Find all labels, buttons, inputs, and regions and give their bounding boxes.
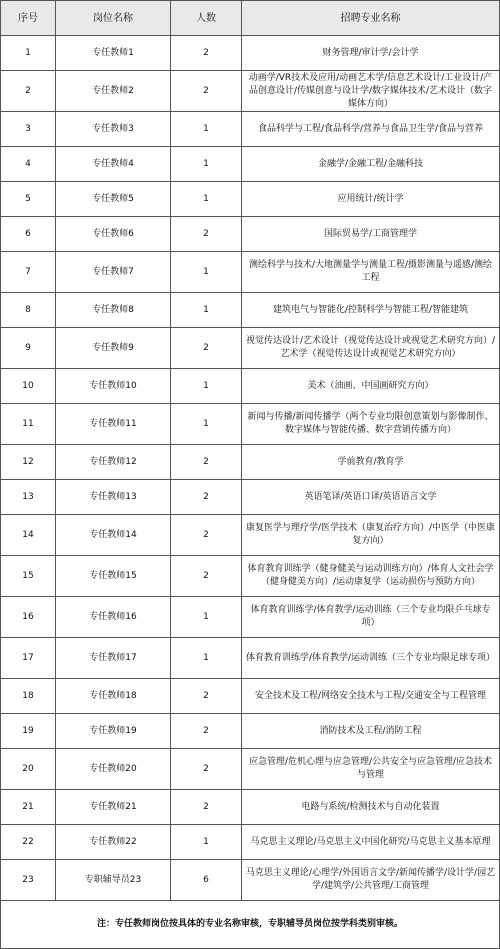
table-row [1, 638, 500, 679]
cell-position: 专任教师3 [56, 112, 171, 147]
cell-seq: 4 [1, 147, 56, 182]
cell-position: 专职辅导员23 [56, 860, 171, 901]
cell-position: 专任教师20 [56, 749, 171, 790]
cell-position: 专任教师21 [56, 790, 171, 825]
cell-position: 专任教师4 [56, 147, 171, 182]
table-row [1, 252, 500, 293]
cell-count: 1 [171, 825, 242, 860]
cell-seq: 16 [1, 597, 56, 638]
cell-count: 2 [171, 749, 242, 790]
cell-major: 马克思主义理论/心理学/外国语言文学/新闻传播学/设计学/园艺学/建筑学/公共管理/工商管理 [242, 860, 500, 901]
cell-count: 2 [171, 445, 242, 480]
table-row [1, 515, 500, 556]
table-row [1, 369, 500, 404]
cell-position: 专任教师6 [56, 217, 171, 252]
table-row [1, 328, 500, 369]
cell-count: 2 [171, 71, 242, 112]
cell-seq: 13 [1, 480, 56, 515]
cell-position: 专任教师2 [56, 71, 171, 112]
cell-count: 1 [171, 182, 242, 217]
cell-major: 新闻与传播/新闻传播学（两个专业均限创意策划与影像制作、数字媒体与智能传播、数字营销传播方向） [242, 404, 500, 445]
cell-count: 1 [171, 369, 242, 404]
cell-seq: 2 [1, 71, 56, 112]
header-seq: 序号 [1, 1, 56, 36]
cell-seq: 14 [1, 515, 56, 556]
cell-position: 专任教师5 [56, 182, 171, 217]
table-row [1, 790, 500, 825]
cell-seq: 11 [1, 404, 56, 445]
cell-seq: 12 [1, 445, 56, 480]
cell-major: 建筑电气与智能化/控制科学与智能工程/智能建筑 [242, 293, 500, 328]
cell-count: 2 [171, 328, 242, 369]
cell-seq: 19 [1, 714, 56, 749]
table-row [1, 714, 500, 749]
cell-position: 专任教师11 [56, 404, 171, 445]
cell-count: 2 [171, 480, 242, 515]
cell-major: 消防技术及工程/消防工程 [242, 714, 500, 749]
cell-position: 专任教师22 [56, 825, 171, 860]
cell-position: 专任教师7 [56, 252, 171, 293]
cell-major: 美术（油画、中国画研究方向） [242, 369, 500, 404]
cell-position: 专任教师8 [56, 293, 171, 328]
header-count: 人数 [171, 1, 242, 36]
cell-position: 专任教师19 [56, 714, 171, 749]
table-row [1, 36, 500, 71]
cell-count: 1 [171, 404, 242, 445]
cell-count: 2 [171, 217, 242, 252]
header-row [1, 1, 500, 36]
table-row [1, 825, 500, 860]
cell-count: 2 [171, 714, 242, 749]
cell-seq: 8 [1, 293, 56, 328]
cell-seq: 9 [1, 328, 56, 369]
cell-seq: 10 [1, 369, 56, 404]
cell-count: 1 [171, 597, 242, 638]
cell-major: 体育教育训练学/体育教学/运动训练（三个专业均限足球专项） [242, 638, 500, 679]
cell-major: 动画学/VR技术及应用/动画艺术学/信息艺术设计/工业设计/产品创意设计/传媒创意与设计学/数字媒体技术/艺术设计（数字媒体方向） [242, 71, 500, 112]
cell-position: 专任教师14 [56, 515, 171, 556]
cell-count: 1 [171, 252, 242, 293]
cell-major: 英语笔译/英语口译/英语语言文学 [242, 480, 500, 515]
table-row [1, 182, 500, 217]
cell-major: 金融学/金融工程/金融科技 [242, 147, 500, 182]
cell-position: 专任教师9 [56, 328, 171, 369]
cell-major: 应急管理/危机心理与应急管理/公共安全与应急管理/应急技术与管理 [242, 749, 500, 790]
cell-major: 体育教育训练学/体育教学/运动训练（三个专业均限乒乓球专项） [242, 597, 500, 638]
cell-major: 体育教育训练学（健身健美与运动训练方向）/体育人文社会学（健身健美方向）/运动康复学（运动损伤与预防方向） [242, 556, 500, 597]
cell-position: 专任教师15 [56, 556, 171, 597]
cell-seq: 3 [1, 112, 56, 147]
table-row [1, 445, 500, 480]
cell-count: 2 [171, 679, 242, 714]
cell-position: 专任教师16 [56, 597, 171, 638]
cell-major: 食品科学与工程/食品科学/营养与食品卫生学/食品与营养 [242, 112, 500, 147]
header-major: 招聘专业名称 [242, 1, 500, 36]
table-row [1, 679, 500, 714]
cell-count: 1 [171, 147, 242, 182]
cell-count: 1 [171, 638, 242, 679]
cell-count: 2 [171, 36, 242, 71]
note-row [1, 901, 500, 949]
table-row [1, 597, 500, 638]
cell-seq: 6 [1, 217, 56, 252]
header-position: 岗位名称 [56, 1, 171, 36]
table-row [1, 71, 500, 112]
cell-major: 马克思主义理论/马克思主义中国化研究/马克思主义基本原理 [242, 825, 500, 860]
cell-position: 专任教师17 [56, 638, 171, 679]
table-row [1, 293, 500, 328]
cell-major: 学前教育/教育学 [242, 445, 500, 480]
cell-major: 财务管理/审计学/会计学 [242, 36, 500, 71]
cell-major: 康复医学与理疗学/医学技术（康复治疗方向）/中医学（中医康复方向） [242, 515, 500, 556]
cell-seq: 20 [1, 749, 56, 790]
cell-count: 2 [171, 515, 242, 556]
table-row [1, 556, 500, 597]
table-row [1, 404, 500, 445]
table-row [1, 860, 500, 901]
cell-seq: 18 [1, 679, 56, 714]
cell-count: 6 [171, 860, 242, 901]
table-row [1, 147, 500, 182]
cell-position: 专任教师12 [56, 445, 171, 480]
cell-seq: 23 [1, 860, 56, 901]
cell-count: 1 [171, 112, 242, 147]
table-row [1, 749, 500, 790]
cell-seq: 21 [1, 790, 56, 825]
table-row [1, 480, 500, 515]
cell-position: 专任教师1 [56, 36, 171, 71]
cell-major: 视觉传达设计/艺术设计（视觉传达设计或视觉艺术研究方向）/艺术学（视觉传达设计或视觉艺术研究方向） [242, 328, 500, 369]
cell-count: 2 [171, 790, 242, 825]
cell-position: 专任教师13 [56, 480, 171, 515]
cell-seq: 5 [1, 182, 56, 217]
cell-seq: 17 [1, 638, 56, 679]
cell-major: 应用统计/统计学 [242, 182, 500, 217]
cell-major: 安全技术及工程/网络安全技术与工程/交通安全与工程管理 [242, 679, 500, 714]
cell-count: 1 [171, 293, 242, 328]
cell-major: 国际贸易学/工商管理学 [242, 217, 500, 252]
table-row [1, 112, 500, 147]
cell-position: 专任教师10 [56, 369, 171, 404]
cell-major: 测绘科学与技术/大地测量学与测量工程/摄影测量与遥感/测绘工程 [242, 252, 500, 293]
cell-count: 2 [171, 556, 242, 597]
note-text: 注：专任教师岗位按具体的专业名称审核，专职辅导员岗位按学科类别审核。 [1, 901, 500, 949]
cell-seq: 15 [1, 556, 56, 597]
cell-seq: 22 [1, 825, 56, 860]
cell-seq: 1 [1, 36, 56, 71]
cell-major: 电路与系统/检测技术与自动化装置 [242, 790, 500, 825]
table-row [1, 217, 500, 252]
cell-position: 专任教师18 [56, 679, 171, 714]
cell-seq: 7 [1, 252, 56, 293]
